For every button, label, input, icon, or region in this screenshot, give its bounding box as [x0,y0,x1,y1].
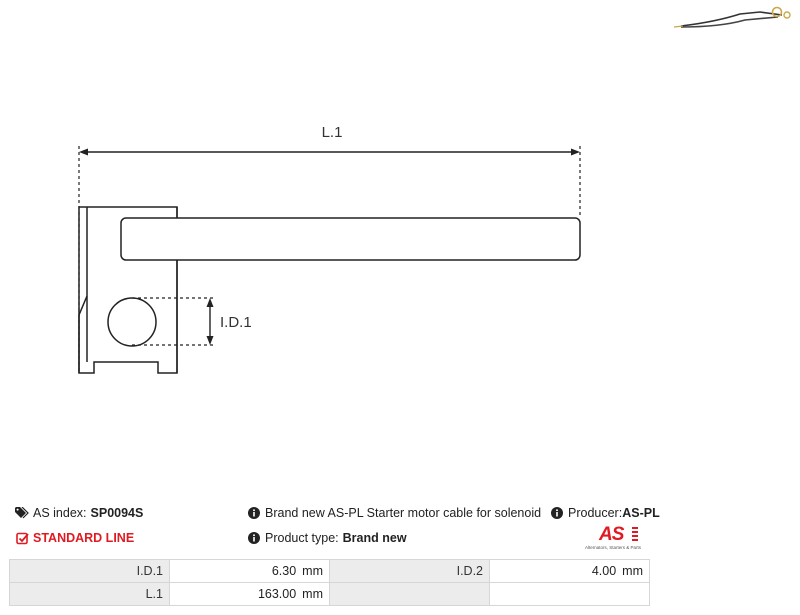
product-thumbnail [674,8,790,28]
spec-value [490,583,650,606]
specifications-table [9,559,650,606]
as-pl-logo [585,524,649,552]
product-type-label: Product type: [265,531,339,545]
standard-line-badge: STANDARD LINE [33,531,135,545]
product-type-value: Brand new [342,531,407,545]
spec-value: 4.00 mm [490,560,650,583]
spec-label: L.1 [10,583,170,606]
cable-part-outline [79,207,580,373]
info-icon [247,531,261,545]
producer-label: Producer: [568,506,623,520]
spec-value: 6.30 mm [170,560,330,583]
as-index-row [15,506,143,520]
logo-brand: AS [599,524,624,545]
producer-row [550,506,660,520]
logo-stripes [632,527,638,542]
info-icon [247,506,261,520]
inner-diameter-label: I.D.1 [220,314,252,331]
checkbox-checked-icon [15,531,29,545]
tag-icon [15,506,29,520]
as-index-value: SP0094S [90,506,144,520]
length-dimension-label: L.1 [321,124,343,141]
product-type-row [247,531,407,545]
as-index-label: AS index: [33,506,87,520]
table-row [10,583,650,606]
info-icon [550,506,564,520]
spec-label: I.D.1 [10,560,170,583]
product-description: Brand new AS-PL Starter motor cable for solenoid [265,506,542,520]
logo-tagline: Alternators, Starters & Parts [585,545,642,550]
description-row [247,506,541,520]
producer-value: AS-PL [622,506,660,520]
table-row [10,560,650,583]
standard-line-row [15,531,134,545]
spec-label: I.D.2 [330,560,490,583]
spec-value: 163.00 mm [170,583,330,606]
spec-label [330,583,490,606]
